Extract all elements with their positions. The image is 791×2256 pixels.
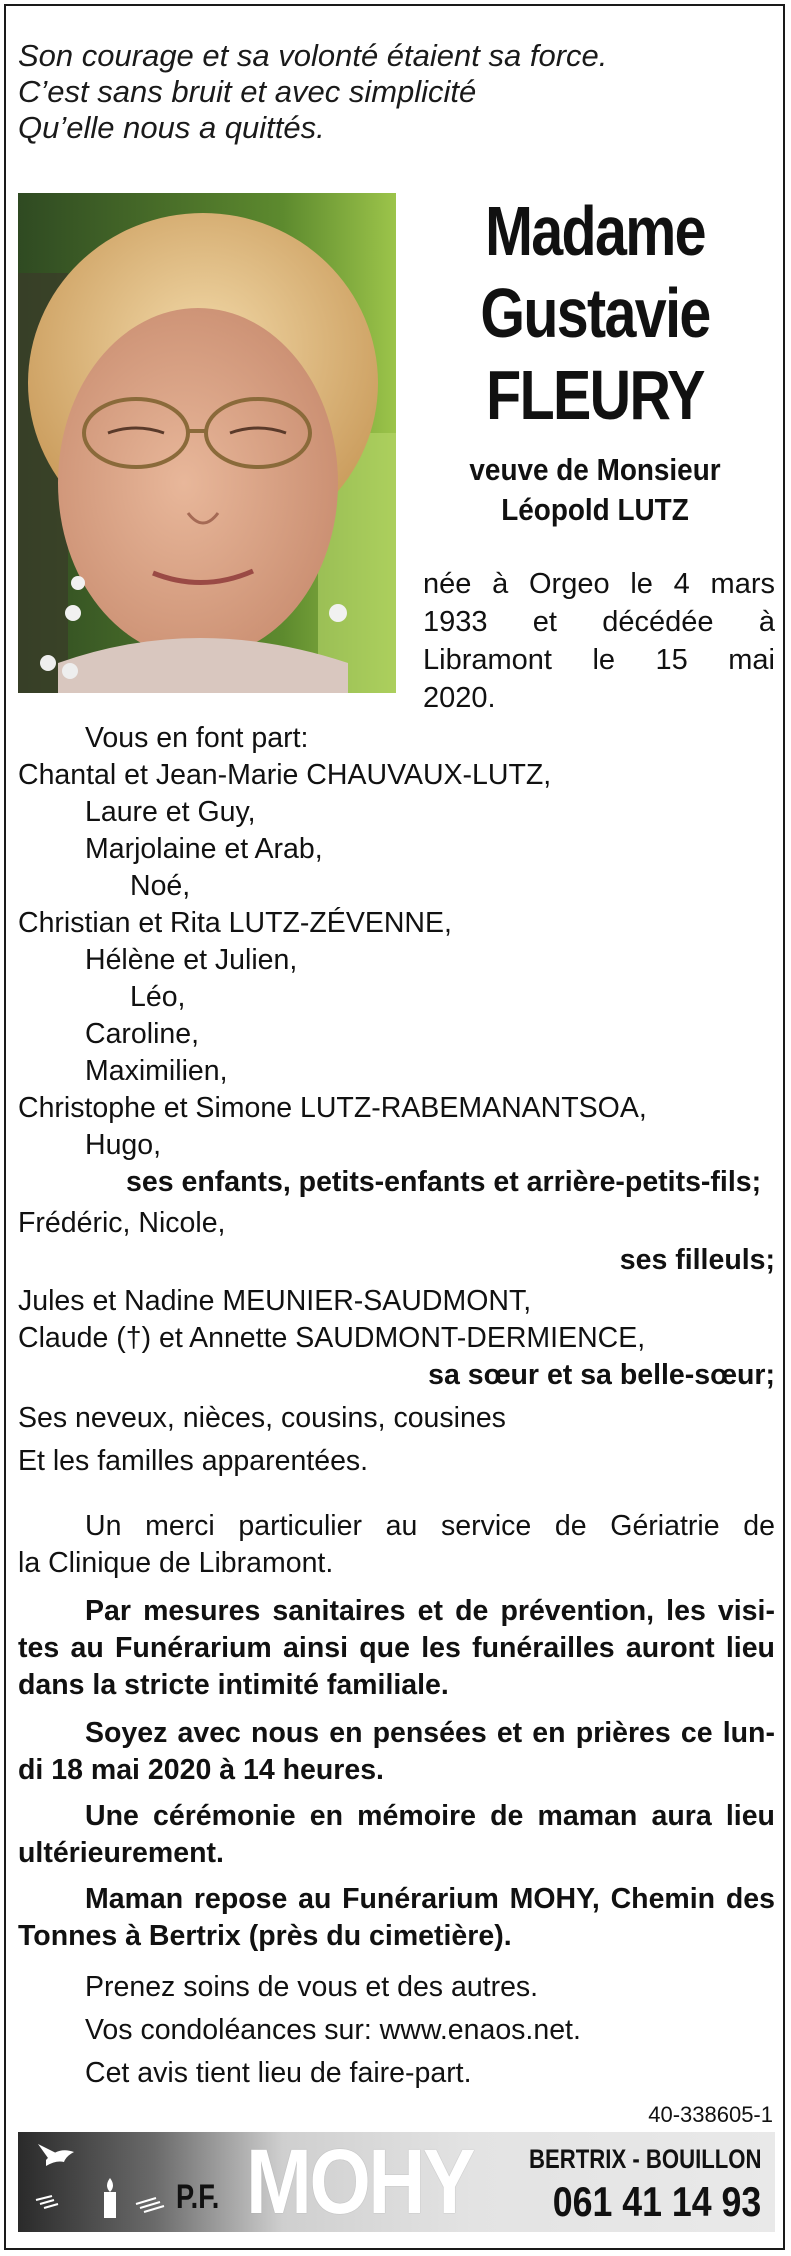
birth-line	[423, 565, 775, 603]
word: 15	[655, 644, 688, 676]
word: 4	[673, 568, 690, 600]
pf-label: P.F.	[176, 2178, 220, 2216]
name-last: FLEURY	[486, 356, 704, 434]
closing-line: Cet avis tient lieu de faire-part.	[85, 2057, 472, 2089]
word: mars	[710, 568, 775, 600]
prayers-line: di 18 mai 2020 à 14 heures.	[18, 1754, 384, 1786]
portrait-photo	[18, 193, 396, 693]
word: 2020.	[423, 682, 496, 714]
word: le	[592, 644, 616, 676]
family-line: Hugo,	[85, 1129, 162, 1161]
birth-line	[423, 603, 775, 641]
rests-line: Tonnes à Bertrix (près du cimetière).	[18, 1920, 512, 1952]
poem-line: C’est sans bruit et avec simplicité	[18, 74, 477, 109]
thanks-paragraph	[18, 1508, 775, 1582]
birth-line	[423, 641, 775, 679]
family-line: Chantal et Jean-Marie CHAUVAUX-LUTZ,	[18, 759, 552, 791]
word: à	[492, 568, 509, 600]
name-title: Madame	[485, 192, 705, 270]
word: née	[423, 568, 472, 600]
family-line: Claude (†) et Annette SAUDMONT-DERMIENCE,	[18, 1322, 646, 1354]
sanitary-line: Par mesures sanitaires et de prévention, les visi-	[85, 1595, 775, 1627]
word: et	[532, 606, 557, 638]
intro-text: Vous en font part:	[85, 722, 309, 754]
family-line: Christophe et Simone LUTZ-RABEMANANTSOA,	[18, 1092, 647, 1124]
poem	[18, 38, 607, 146]
family-line: Léo,	[130, 981, 186, 1013]
prayers-line: Soyez avec nous en pensées et en prières ce lun-	[85, 1717, 775, 1749]
widow-line: veuve de Monsieur	[469, 452, 721, 487]
birth-line	[423, 679, 775, 717]
family-line: Frédéric, Nicole,	[18, 1207, 226, 1239]
closing-line: Vos condoléances sur: www.enaos.net.	[85, 2014, 581, 2046]
ceremony-line: ultérieurement.	[18, 1837, 224, 1869]
family-line: Christian et Rita LUTZ-ZÉVENNE,	[18, 907, 452, 939]
family-line: Jules et Nadine MEUNIER-SAUDMONT,	[18, 1285, 532, 1317]
phone-number: 061 41 14 93	[552, 2178, 761, 2225]
word: décédée	[602, 606, 714, 638]
word: mai	[728, 644, 775, 676]
widow-line: Léopold LUTZ	[501, 492, 689, 527]
family-line: Noé,	[130, 870, 191, 902]
dove-candle-icon	[18, 2132, 178, 2232]
brand-name: MOHY	[246, 2132, 474, 2232]
family-line: Hélène et Julien,	[85, 944, 298, 976]
name-first: Gustavie	[480, 274, 710, 352]
portrait-image	[18, 193, 396, 693]
sanitary-line: dans la stricte intimité familiale.	[18, 1669, 449, 1701]
word: Orgeo	[529, 568, 610, 600]
thanks-line: Un merci particulier au service de Gériatrie de	[85, 1510, 775, 1542]
prayers-paragraph	[18, 1715, 775, 1789]
relation-label: ses enfants, petits-enfants et arrière-petits-fils;	[126, 1166, 762, 1198]
relation-label: ses filleuls;	[619, 1244, 775, 1276]
family-line: Ses neveux, nièces, cousins, cousines	[18, 1402, 506, 1434]
family-line: Maximilien,	[85, 1055, 228, 1087]
closing-lines	[18, 1966, 775, 2095]
funeral-home-banner	[18, 2132, 775, 2232]
ceremony-paragraph	[18, 1798, 775, 1872]
city-label: BERTRIX - BOUILLON	[528, 2144, 761, 2174]
family-line: Et les familles apparentées.	[18, 1445, 369, 1477]
rests-line: Maman repose au Funérarium MOHY, Chemin des	[85, 1883, 775, 1915]
deceased-name	[420, 190, 770, 436]
word: 1933	[423, 606, 488, 638]
poem-line: Son courage et sa volonté étaient sa force.	[18, 38, 608, 73]
word: à	[758, 606, 775, 638]
widow-of	[420, 450, 770, 530]
family-line: Laure et Guy,	[85, 796, 256, 828]
relation-label: sa sœur et sa belle-sœur;	[428, 1359, 775, 1391]
ceremony-line: Une cérémonie en mémoire de maman aura lieu	[85, 1800, 775, 1832]
family-list	[18, 720, 775, 1480]
family-line: Caroline,	[85, 1018, 200, 1050]
word: le	[630, 568, 653, 600]
sanitary-paragraph	[18, 1593, 775, 1704]
word: Libramont	[423, 644, 552, 676]
poem-line: Qu’elle nous a quittés.	[18, 110, 325, 145]
thanks-line: la Clinique de Libramont.	[18, 1547, 334, 1579]
rests-paragraph	[18, 1881, 775, 1955]
birth-death-info	[423, 565, 775, 717]
reference-number: 40-338605-1	[648, 2102, 773, 2127]
sanitary-line: tes au Funérarium ainsi que les funérailles auront lieu	[18, 1632, 775, 1664]
family-line: Marjolaine et Arab,	[85, 833, 323, 865]
closing-line: Prenez soins de vous et des autres.	[85, 1971, 539, 2003]
